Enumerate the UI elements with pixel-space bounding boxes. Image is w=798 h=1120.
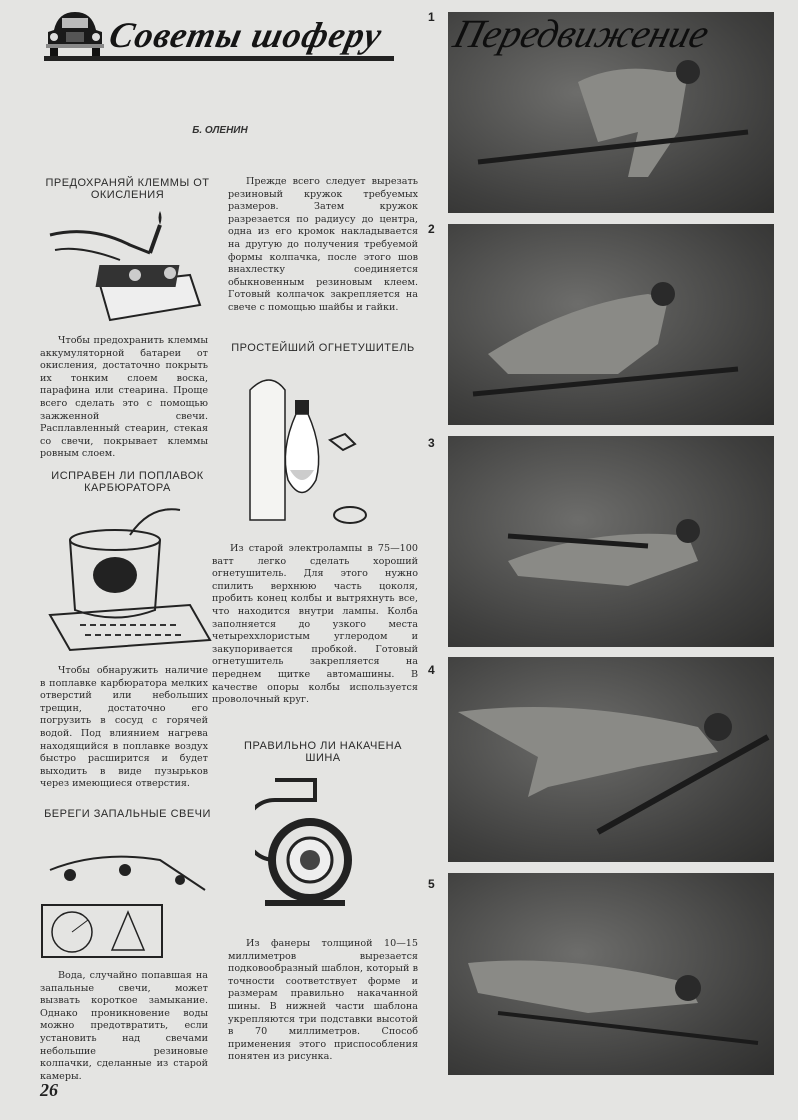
photo-series-title: Передвижение xyxy=(448,11,715,56)
bulb-extinguisher-illustration xyxy=(240,370,410,530)
battery-candle-illustration xyxy=(40,205,210,325)
text-plugs: Вода, случайно попавшая на запальные свечи, может вызвать короткое замыкание. Однако проникновение воды можно предотвратить, если установить над свечами небольшие резиновые колпачки, сделанные из старой камеры. xyxy=(40,970,208,1082)
author-name: Б. ОЛЕНИН xyxy=(192,125,248,136)
photo-lying-soldier xyxy=(448,873,774,1075)
photo-number: 1 xyxy=(428,10,435,24)
text-caps: Прежде всего следует вырезать резиновый кружок требуемых размеров. Затем кружок разрезается по радиусу до центра, одна из его кромок накладывается на другую до получения требуемой формы колпачка, после этого шов внахлестку соединяется обыкновенным резиновым клеем. Готовый колпачок закрепляется на свече с помощью шайбы и гайки. xyxy=(228,176,418,313)
text-float: Чтобы обнаружить наличие в поплавке карбюратора мелких отверстий или небольших трещин, достаточно его погрузить в сосуд с горячей водой. Под влиянием нагрева находящийся в поплавке воздух быстро расширится и будет выходить в виде пузырьков через имеющиеся отверстия. xyxy=(40,665,208,790)
photo-number: 2 xyxy=(428,222,435,236)
heading-tire: ПРАВИЛЬНО ЛИ НАКАЧЕНА ШИНА xyxy=(244,740,402,764)
text-terminals: Чтобы предохранить клеммы аккумуляторной батареи от окисления, достаточно покрыть их тонким слоем воска, парафина или стеарина. Проще всего сделать это с помощью зажженной свечи. Расплавленный стеарин, стекая со свечи, покрывает клеммы ровным слоем. xyxy=(40,335,208,460)
float-in-vessel-illustration xyxy=(40,500,215,655)
heading-float: ИСПРАВЕН ЛИ ПОПЛАВОК КАРБЮРАТОРА xyxy=(51,470,204,494)
photo-prone-soldier xyxy=(448,657,774,862)
heading-plugs: БЕРЕГИ ЗАПАЛЬНЫЕ СВЕЧИ xyxy=(44,808,211,820)
spark-plug-caps-illustration xyxy=(40,840,212,960)
photo-kneeling-soldier xyxy=(448,224,774,425)
tire-template-illustration xyxy=(255,770,355,920)
title-underline xyxy=(44,56,394,61)
text-extinguisher: Из старой электролампы в 75—100 ватт легко сделать хороший огнетушитель. Для этого нужно спилить верхнюю часть цоколя, пробить конец колбы и вытряхнуть все, что находится внутри лампы. Колба заполняется до узкого места четыреххлористым углеродом и закупоривается пробкой. Готовый огнетушитель закрепляется на переднем щитке автомашины. В качестве опоры колбы используется проволочный круг. xyxy=(212,543,418,706)
car-logo-icon xyxy=(44,8,106,58)
photo-number: 3 xyxy=(428,436,435,450)
heading-extinguisher: ПРОСТЕЙШИЙ ОГНЕТУШИТЕЛЬ xyxy=(231,342,415,354)
text-tire: Из фанеры толщиной 10—15 миллиметров вырезается подковообразный шаблон, который в точности соответствует форме и размерам правильно накачанной шины. В нижней части шаблона укрепляются три подставки высотой в 70 миллиметров. Способ применения этого приспособления понятен из рисунка. xyxy=(228,938,418,1063)
photo-number: 5 xyxy=(428,877,435,891)
section-title: Советы шоферу xyxy=(105,15,386,55)
page-number: 26 xyxy=(40,1080,58,1100)
photo-number: 4 xyxy=(428,663,435,677)
heading-terminals: ПРЕДОХРАНЯЙ КЛЕММЫ ОТ ОКИСЛЕНИЯ xyxy=(45,177,210,201)
photo-crawling-soldier xyxy=(448,436,774,647)
